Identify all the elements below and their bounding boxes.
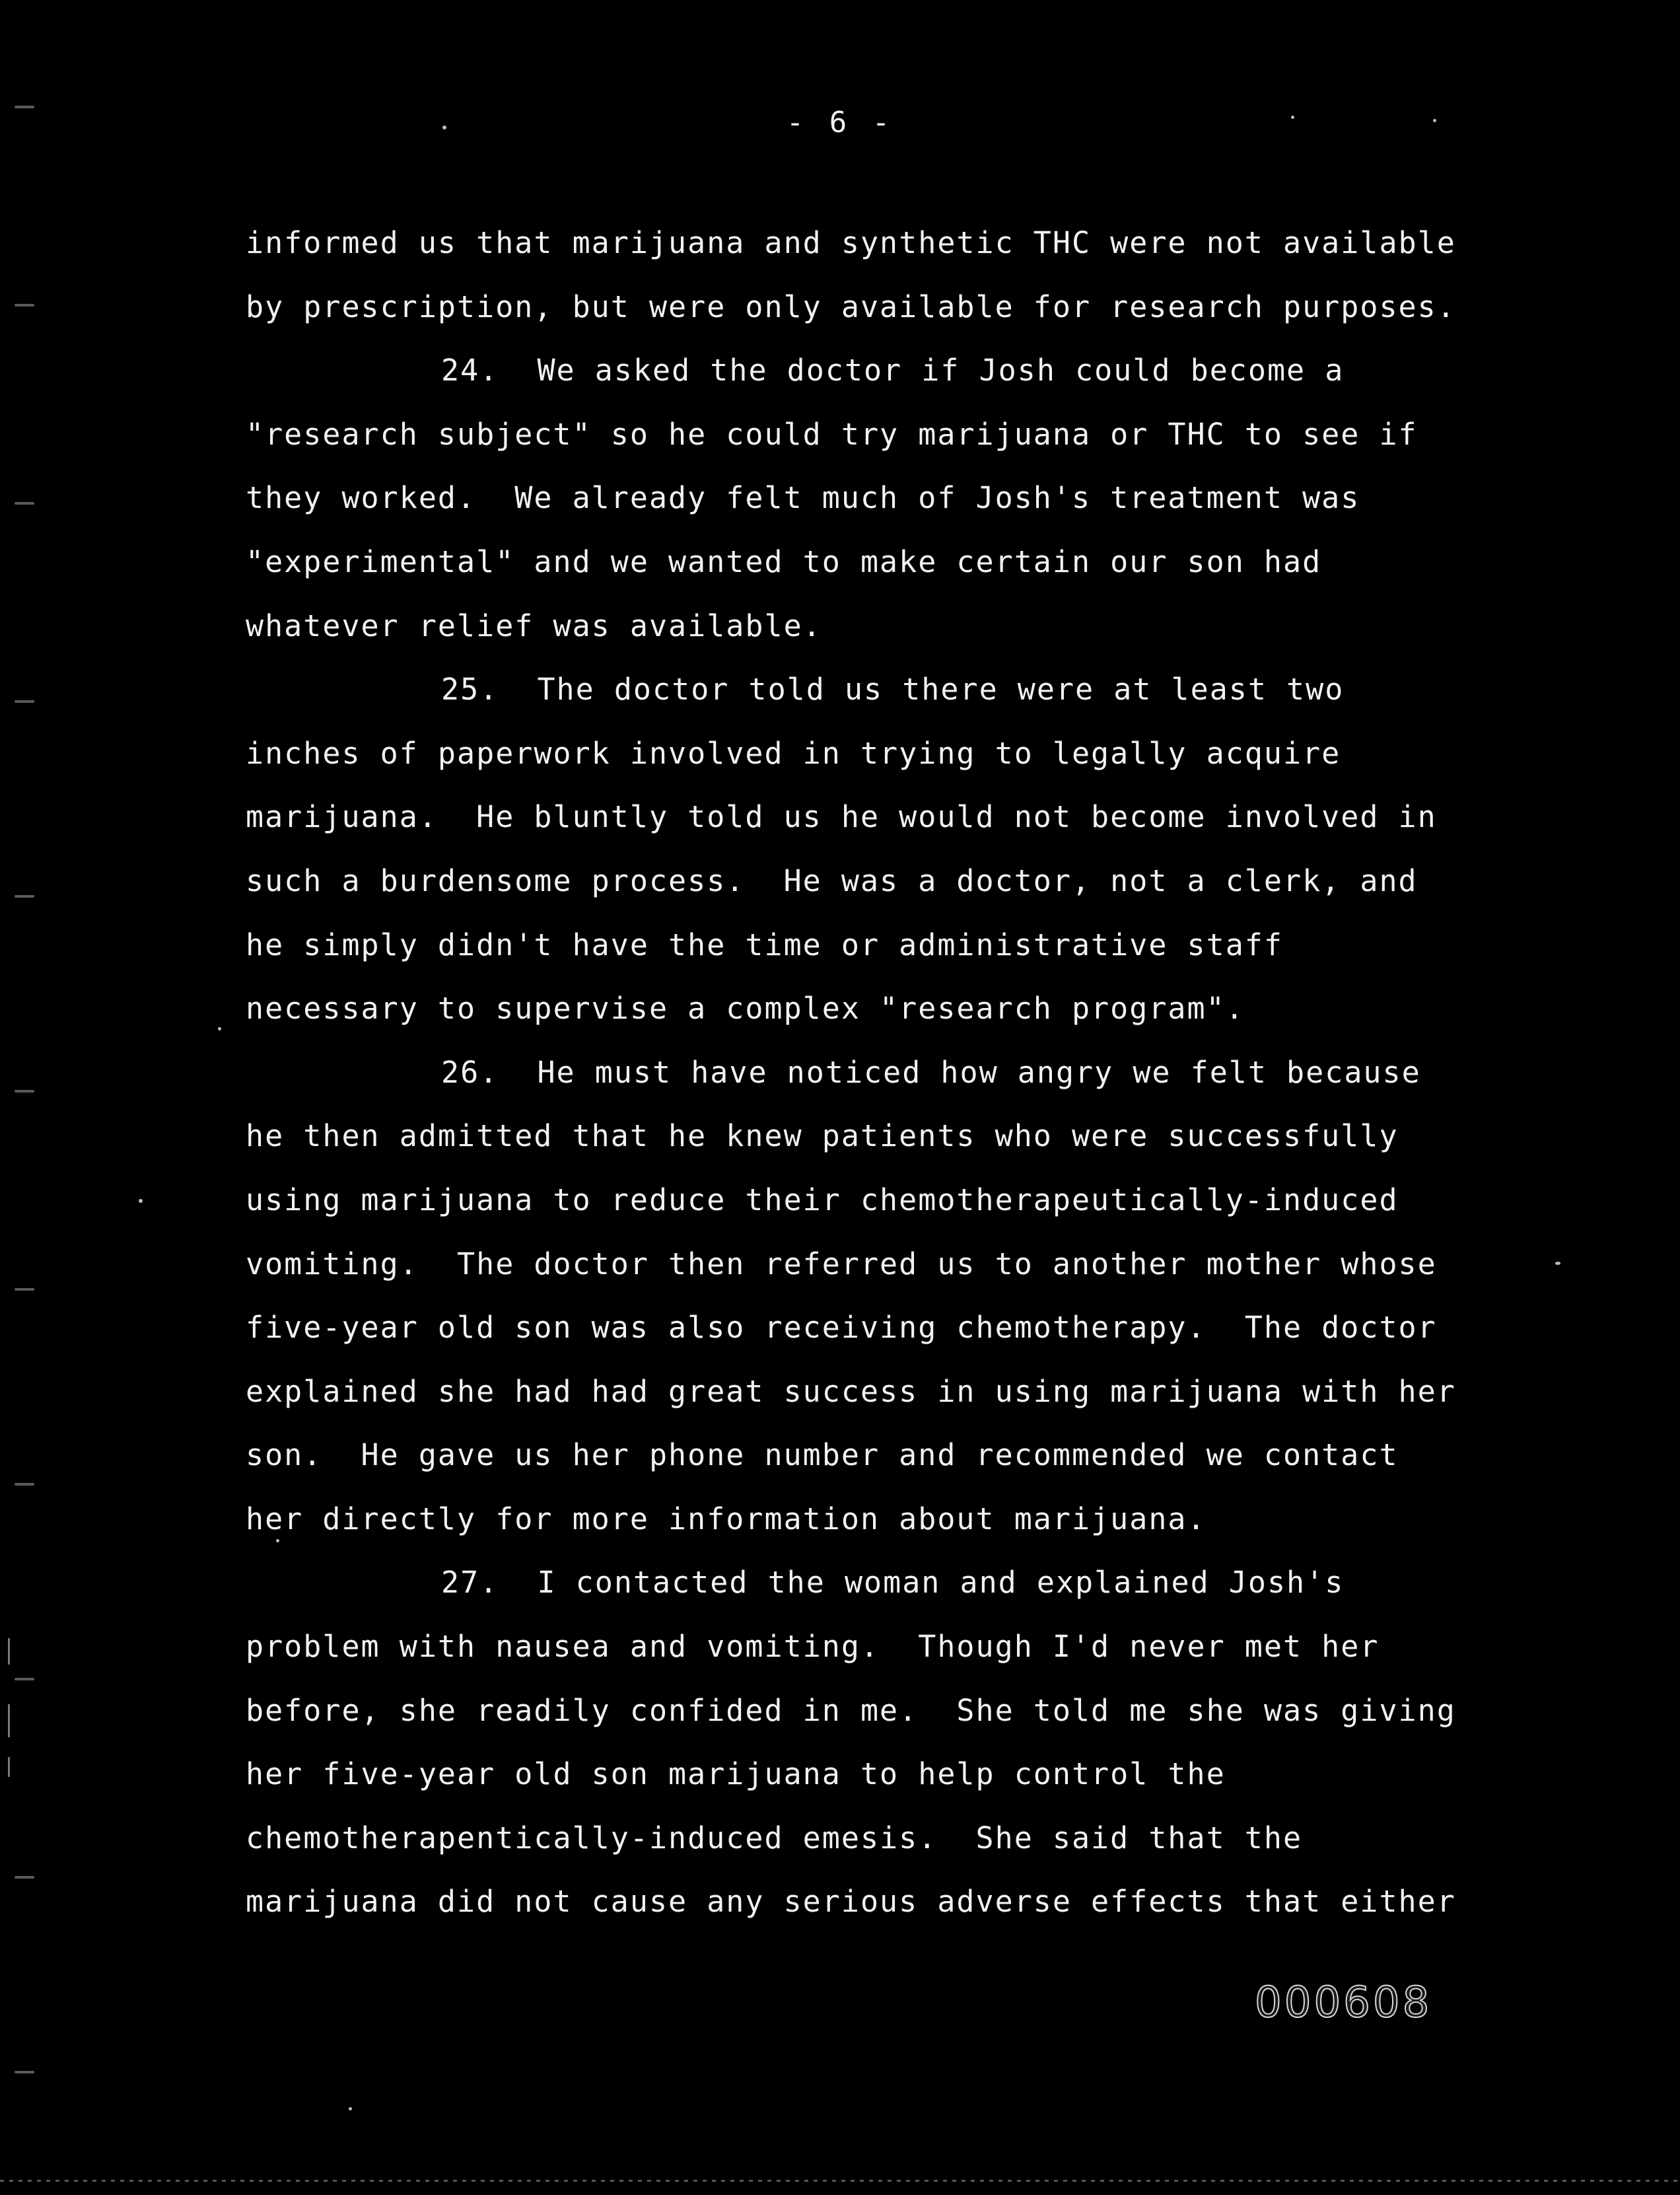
text-line: vomiting. The doctor then referred us to another mother whose	[246, 1246, 1437, 1281]
scan-mark	[15, 895, 34, 898]
scan-mark	[15, 502, 34, 505]
text-line: 25. The doctor told us there were at least two	[441, 672, 1345, 707]
scan-mark	[8, 1757, 10, 1777]
bates-number: 000608	[1255, 1978, 1432, 2027]
page-number: - 6 -	[786, 106, 894, 139]
scan-speck	[1291, 116, 1294, 119]
scan-mark	[15, 1483, 34, 1486]
scan-speck	[276, 1539, 279, 1542]
text-line: her directly for more information about marijuana.	[246, 1501, 1207, 1536]
text-line: necessary to supervise a complex "research program".	[246, 991, 1245, 1026]
text-line: whatever relief was available.	[246, 608, 822, 643]
scan-mark	[15, 1288, 34, 1291]
document-body	[246, 223, 1514, 1946]
text-line: marijuana did not cause any serious adverse effects that either	[246, 1884, 1456, 1920]
text-line: informed us that marijuana and synthetic THC were not available	[246, 225, 1456, 260]
scan-mark	[15, 1876, 34, 1879]
text-line: 26. He must have noticed how angry we felt because	[441, 1054, 1421, 1090]
scan-edge	[0, 2180, 1680, 2182]
scan-mark	[15, 1090, 34, 1093]
text-line: chemotherapentically-induced emesis. She said that the	[246, 1820, 1303, 1855]
text-line: 24. We asked the doctor if Josh could become a	[441, 353, 1345, 388]
text-line: by prescription, but were only available for research purposes.	[246, 289, 1456, 324]
scan-speck	[442, 126, 446, 129]
text-line: 27. I contacted the woman and explained Josh's	[441, 1565, 1345, 1601]
text-line: using marijuana to reduce their chemotherapeutically-induced	[246, 1182, 1399, 1217]
text-line: he then admitted that he knew patients who were successfully	[246, 1118, 1399, 1154]
text-line: such a burdensome process. He was a doctor, not a clerk, and	[246, 863, 1418, 898]
text-line: marijuana. He bluntly told us he would not become involved in	[246, 799, 1437, 835]
scan-mark	[8, 1704, 10, 1737]
text-line: they worked. We already felt much of Josh's treatment was	[246, 480, 1360, 516]
scan-speck	[1433, 119, 1436, 122]
scan-speck	[139, 1199, 143, 1203]
scan-mark	[15, 304, 34, 306]
scan-speck	[218, 1027, 221, 1030]
text-line: "experimental" and we wanted to make certain our son had	[246, 544, 1322, 579]
text-line: inches of paperwork involved in trying to legally acquire	[246, 735, 1341, 771]
scan-mark	[15, 106, 34, 108]
text-line: problem with nausea and vomiting. Though I'd never met her	[246, 1629, 1380, 1665]
scan-mark	[15, 2071, 34, 2073]
scan-mark	[8, 1638, 10, 1665]
scan-speck	[349, 2107, 352, 2110]
text-line: her five-year old son marijuana to help control the	[246, 1756, 1226, 1792]
scan-speck	[1555, 1262, 1560, 1265]
scan-mark	[15, 1678, 34, 1680]
text-line: "research subject" so he could try marijuana or THC to see if	[246, 416, 1418, 452]
text-line: he simply didn't have the time or administrative staff	[246, 927, 1283, 962]
text-line: before, she readily confided in me. She told me she was giving	[246, 1692, 1456, 1728]
scan-mark	[15, 700, 34, 703]
text-line: son. He gave us her phone number and recommended we contact	[246, 1437, 1399, 1473]
text-line: explained she had had great success in using marijuana with her	[246, 1373, 1456, 1409]
text-line: five-year old son was also receiving chemotherapy. The doctor	[246, 1310, 1437, 1346]
